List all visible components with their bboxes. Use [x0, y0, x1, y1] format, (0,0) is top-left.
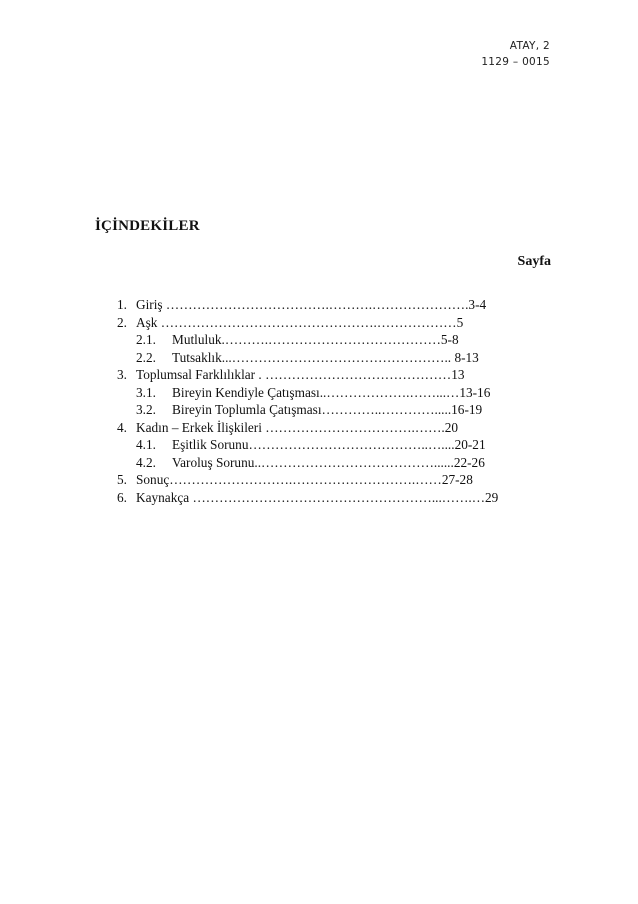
toc-subentry — [117, 454, 532, 472]
page-column-label: Sayfa — [517, 254, 551, 269]
toc-title: İÇİNDEKİLER — [95, 218, 200, 234]
toc-entry-text: Giriş ……………………………….……….………………….3-4 — [136, 297, 487, 312]
toc-entry-text: Aşk ………………………………………….………………5 — [136, 314, 464, 330]
toc-entry — [117, 366, 532, 384]
toc-entry-number: 2.1. — [136, 332, 156, 347]
toc-subentry — [117, 349, 532, 367]
toc-entry-text: Kadın – Erkek İlişkileri …………………………….…….20 — [136, 419, 459, 435]
toc-entry-text: Toplumsal Farklılıklar . ……………………………………13 — [136, 367, 465, 382]
toc-list — [117, 296, 532, 506]
toc-entry-number: 3.2. — [136, 402, 156, 417]
toc-entry-number: 4.2. — [136, 454, 156, 470]
toc-entry-number: 2.2. — [136, 349, 156, 365]
toc-entry-number: 3. — [117, 367, 127, 382]
toc-entry-number: 4. — [117, 419, 127, 435]
toc-entry-text: Tutsaklık...………………………………………….. 8-13 — [172, 349, 479, 365]
header-author-line: ATAY, 2 — [509, 40, 550, 52]
toc-entry-number: 5. — [117, 472, 127, 487]
toc-entry-text: Mutluluk.……….…………………………………5-8 — [172, 332, 459, 347]
toc-subentry — [117, 331, 532, 349]
toc-entry-text: Varoluş Sorunu..…………………………………......22-26 — [172, 454, 485, 470]
toc-entry — [117, 296, 532, 314]
toc-entry-text: Bireyin Toplumla Çatışması…………..………….....16-19 — [172, 402, 483, 417]
page-header — [481, 38, 550, 70]
toc-entry-text: Bireyin Kendiyle Çatışması..……………….……...…13-16 — [172, 384, 491, 400]
toc-entry — [117, 419, 532, 437]
toc-entry — [117, 314, 532, 332]
toc-entry-number: 3.1. — [136, 384, 156, 400]
toc-entry-text: Sonuç……………………….……………………….……27-28 — [136, 472, 473, 487]
toc-entry-number: 2. — [117, 314, 127, 330]
toc-subentry — [117, 436, 532, 454]
toc-entry-text: Eşitlik Sorunu…………………………………..…....20-21 — [172, 437, 486, 452]
toc-entry — [117, 471, 532, 489]
toc-subentry — [117, 401, 532, 419]
toc-entry-text: Kaynakça ………………………………………………...…….…29 — [136, 489, 499, 505]
toc-entry-number: 4.1. — [136, 437, 156, 452]
toc-entry-number: 1. — [117, 297, 127, 312]
toc-entry-number: 6. — [117, 489, 127, 505]
toc-entry — [117, 489, 532, 507]
toc-subentry — [117, 384, 532, 402]
header-id-line: 1129 – 0015 — [481, 56, 550, 68]
